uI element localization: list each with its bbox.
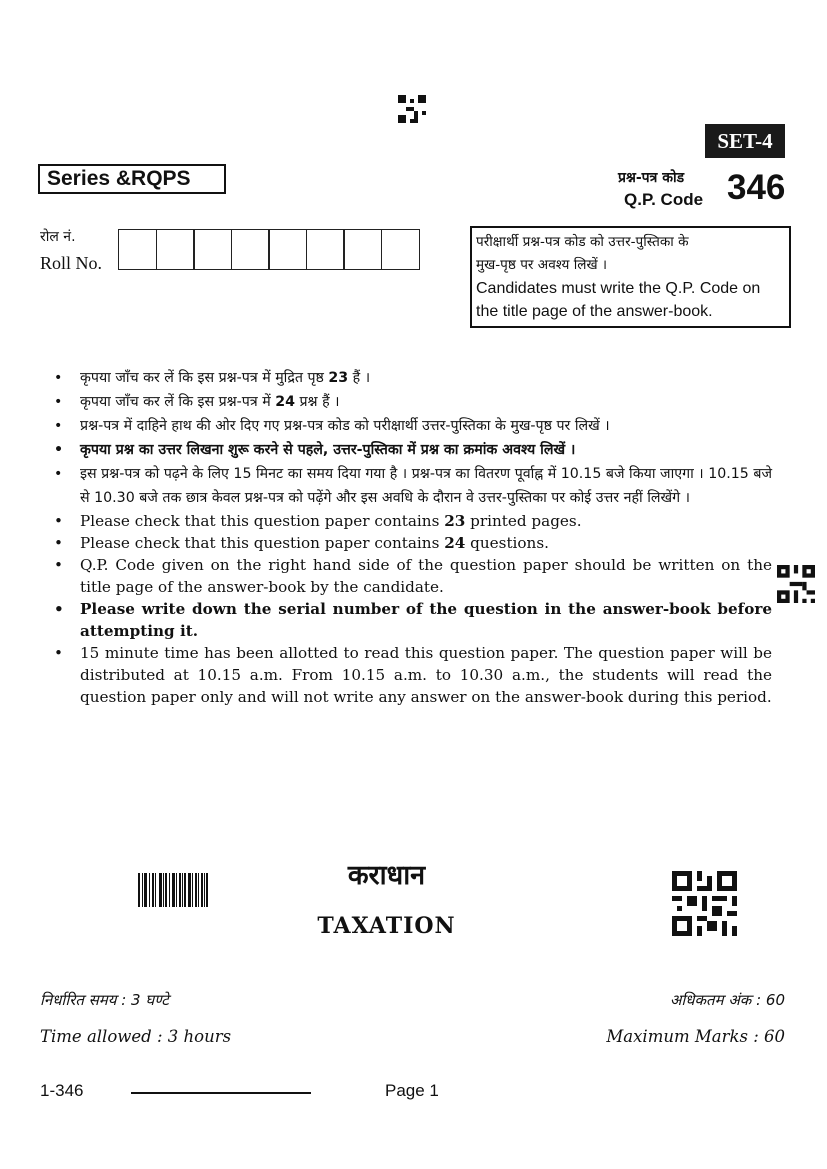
roll-no-box[interactable]: [306, 229, 345, 270]
roll-no-label: Roll No.: [40, 253, 103, 273]
qp-code-hindi-label: प्रश्न-पत्र कोड: [618, 170, 685, 186]
notice-english-line: Candidates must write the Q.P. Code on: [476, 280, 761, 297]
roll-no-box[interactable]: [381, 229, 420, 270]
roll-no-box[interactable]: [268, 229, 307, 270]
roll-no-hindi-label: रोल नं.: [40, 229, 76, 245]
roll-no-grid: [118, 229, 420, 270]
notice-english-line: the title page of the answer-book.: [476, 303, 713, 320]
qp-code-notice-box: [470, 226, 791, 328]
set-badge: SET-4: [705, 124, 785, 158]
instruction-item: • कृपया प्रश्न का उत्तर लिखना शुरू करने से पहले, उत्तर-पुस्तिका में प्रश्न का क्रमांक अवश्य लिखें ।: [52, 438, 772, 462]
roll-no-box[interactable]: [343, 229, 382, 270]
instruction-item: • इस प्रश्न-पत्र को पढ़ने के लिए 15 मिनट का समय दिया गया है । प्रश्न-पत्र का वितरण पूर्वाह्न में 10.15 बजे किया जाएगा । 10.15 बजे से 10.30 बजे तक छात्र केवल प्रश्न-पत्र को पढ़ेंगे और इस अवधि के दौरान वे उत्तर-पुस्तिका पर कोई उत्तर नहीं लिखेंगे ।: [52, 462, 772, 510]
instruction-item: • कृपया जाँच कर लें कि इस प्रश्न-पत्र में 24 प्रश्न हैं ।: [52, 390, 772, 414]
notice-hindi-line: मुख-पृष्ठ पर अवश्य लिखें ।: [476, 257, 608, 273]
footer-divider: [131, 1092, 311, 1094]
footer-paper-code: 1-346: [40, 1081, 84, 1100]
qr-code-side: [777, 565, 815, 603]
subject-title: TAXATION: [317, 913, 456, 939]
time-allowed: Time allowed : 3 hours: [40, 1027, 232, 1046]
instruction-item: • कृपया जाँच कर लें कि इस प्रश्न-पत्र में मुद्रित पृष्ठ 23 हैं ।: [52, 366, 772, 390]
maximum-marks: Maximum Marks : 60: [606, 1027, 785, 1046]
instruction-item: • Q.P. Code given on the right hand side of the question paper should be written on the title page of the answer-book by the candidate.: [52, 554, 772, 598]
page-number: Page 1: [385, 1081, 439, 1100]
instructions: [52, 366, 772, 708]
instruction-item: • प्रश्न-पत्र में दाहिने हाथ की ओर दिए गए प्रश्न-पत्र कोड को परीक्षार्थी उत्तर-पुस्तिका के मुख-पृष्ठ पर लिखें ।: [52, 414, 772, 438]
roll-no-box[interactable]: [118, 229, 157, 270]
instruction-item: • Please check that this question paper contains 24 questions.: [52, 532, 772, 554]
qp-code-label: Q.P. Code: [624, 190, 704, 209]
subject-title-hindi: कराधान: [347, 860, 426, 891]
instruction-item: • Please check that this question paper contains 23 printed pages.: [52, 510, 772, 532]
notice-hindi-line: परीक्षार्थी प्रश्न-पत्र कोड को उत्तर-पुस्तिका के: [476, 234, 689, 250]
roll-no-box[interactable]: [156, 229, 195, 270]
instruction-item: • Please write down the serial number of the question in the answer-book before attempting it.: [52, 598, 772, 642]
series-label: Series &RQPS: [38, 164, 226, 194]
maximum-marks-hindi: अधिकतम अंक : 60: [669, 991, 785, 1009]
qr-code-top: [398, 95, 426, 123]
roll-no-box[interactable]: [193, 229, 232, 270]
roll-no-box[interactable]: [231, 229, 270, 270]
time-allowed-hindi: निर्धारित समय : 3 घण्टे: [40, 991, 169, 1009]
qp-code-number: 346: [727, 168, 786, 207]
instruction-item: • 15 minute time has been allotted to read this question paper. The question paper will be distributed at 10.15 a.m. From 10.15 a.m. to 10.30 a.m., the students will read the question paper only and will not write any answer on the answer-book during this period.: [52, 642, 772, 708]
